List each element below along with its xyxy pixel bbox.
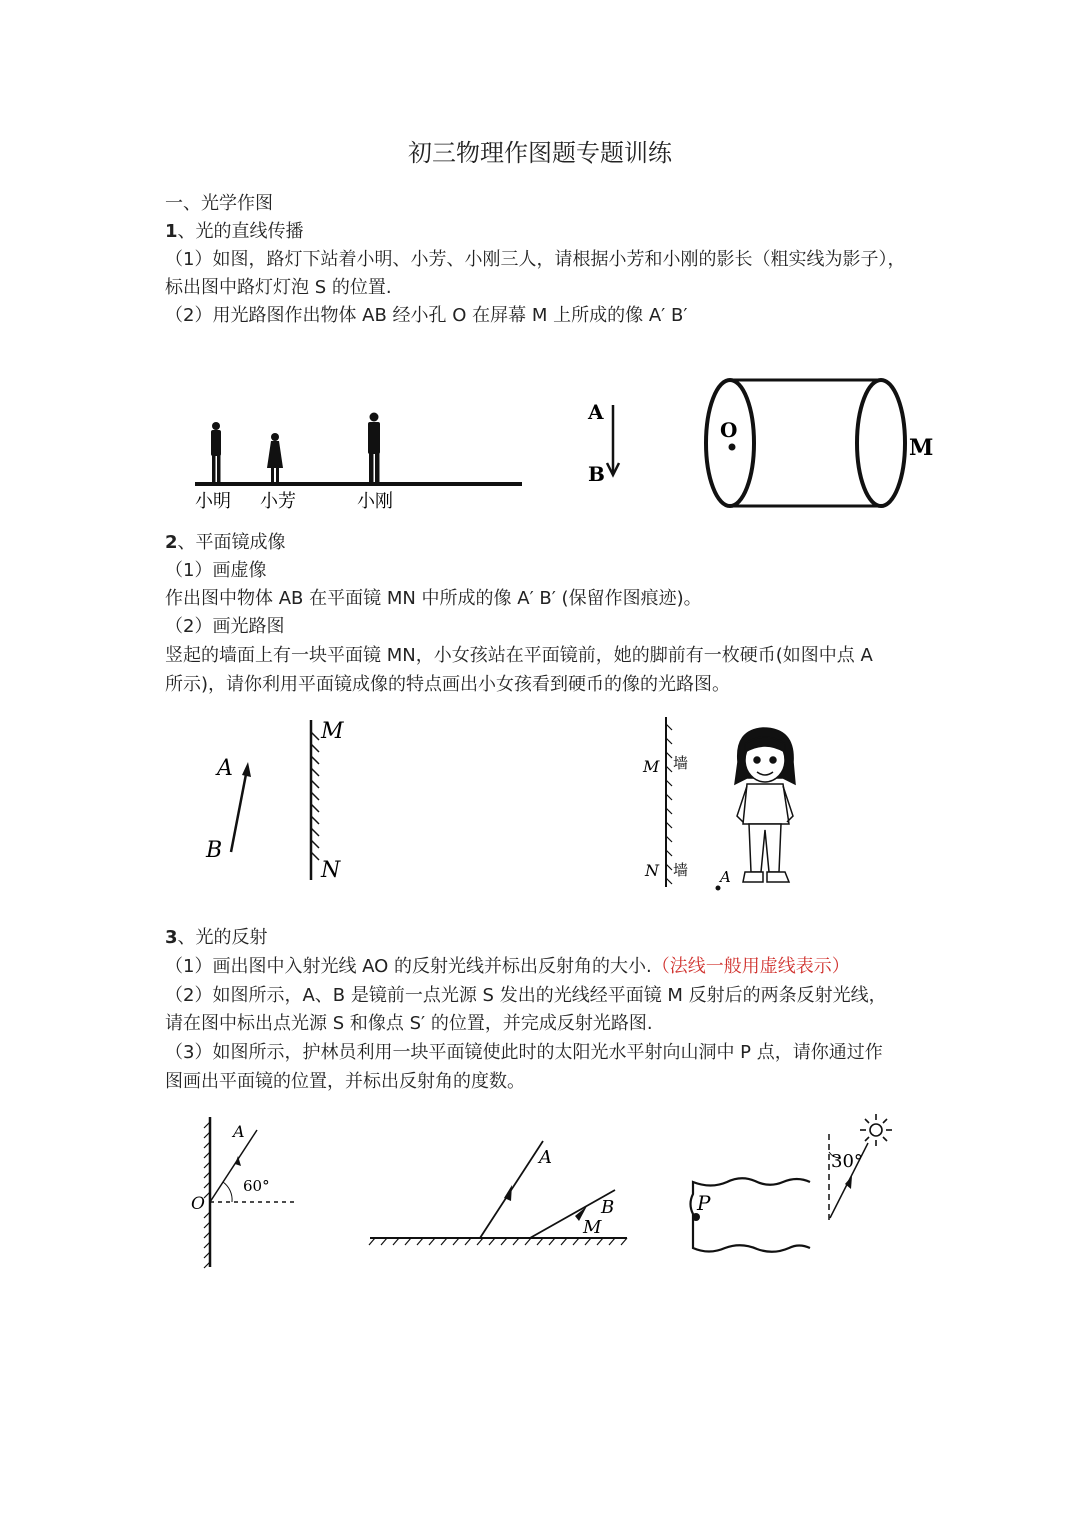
label-xiaoming: 小明 [195,491,231,512]
label-p: P [697,1191,711,1215]
label-wall-bottom: 墙 [673,861,689,879]
label-a: A [539,1147,552,1168]
label-angle: 60° [243,1177,270,1195]
label-a: A [588,400,604,424]
label-b: B [601,1197,615,1218]
label-wall-top: 墙 [673,754,689,772]
label-n: N [645,861,659,880]
label-b: B [206,838,223,863]
q2-sub2: （2）画光路图 [165,616,285,637]
cave-outline [691,1178,811,1252]
figure-pinhole-camera [580,375,950,515]
figure-girl-mirror [635,712,815,897]
mirror-hatching [369,1238,627,1245]
label-xiaogang: 小刚 [357,491,393,512]
person-xiaofang-silhouette [267,433,283,484]
label-o: O [720,418,738,442]
q2-heading [165,532,286,554]
q3-heading [165,927,268,949]
q1-item2: （2）用光路图作出物体 AB 经小孔 O 在屏幕 M 上所成的像 A′ B′ [165,305,688,326]
figure-reflection-60 [185,1112,305,1272]
figure-street-people [180,400,530,520]
q1-item1-line1: （1）如图，路灯下站着小明、小芳、小刚三人，请根据小芳和小刚的影长（粗实线为影子）， [165,249,906,270]
q1-number: 1 [165,221,178,242]
object-ab-line [231,769,247,852]
q3-item1-text: （1）画出图中入射光线 AO 的反射光线并标出反射角的大小. [165,956,652,977]
q1-heading [165,221,304,243]
q3-item2-line1: （2）如图所示，A、B 是镜前一点光源 S 发出的光线经平面镜 M 反射后的两条反射光线， [165,985,887,1006]
q1-heading-text: 、光的直线传播 [177,221,304,242]
figure-two-rays [365,1135,635,1250]
coin-point-a [716,886,721,891]
q3-item3-line1: （3）如图所示，护林员利用一块平面镜使此时的太阳光水平射向山洞中 P 点，请你通过作 [165,1042,883,1063]
label-angle: 30° [831,1151,863,1172]
label-xiaofang: 小芳 [260,491,296,512]
q2-sub1-text: 作出图中物体 AB 在平面镜 MN 中所成的像 A′ B′ (保留作图痕迹)。 [165,588,702,609]
q3-item2-line2: 请在图中标出点光源 S 和像点 S′ 的位置，并完成反射光路图. [165,1013,653,1034]
q2-number: 2 [165,532,178,553]
q3-item3-line2: 图画出平面镜的位置，并标出反射角的度数。 [165,1071,525,1092]
figure-plane-mirror-ab [200,712,360,887]
label-n: N [321,858,341,883]
person-xiaoming-silhouette [211,422,221,483]
q2-sub2-line1: 竖起的墙面上有一块平面镜 MN，小女孩站在平面镜前，她的脚前有一枚硬币(如图中点 A [165,645,873,666]
q3-item1-note: （法线一般用虚线表示） [651,956,850,977]
label-b: B [588,462,605,486]
label-o: O [191,1194,205,1214]
section-heading: 一、光学作图 [165,193,273,214]
q3-item1 [165,956,850,978]
back-ellipse-screen [857,380,905,506]
label-a: A [720,868,731,886]
q3-heading-text: 、光的反射 [177,927,268,948]
girl-icon [735,728,795,882]
sun-icon [860,1114,892,1146]
page-title: 初三物理作图题专题训练 [408,139,672,167]
label-m: M [583,1217,602,1238]
arrow-head [242,762,251,777]
pinhole-dot [729,444,736,451]
figure-cave-sun [685,1110,900,1260]
label-a: A [217,756,233,781]
q1-item1-line2: 标出图中路灯灯泡 S 的位置. [165,277,392,298]
q2-sub2-line2: 所示)，请你利用平面镜成像的特点画出小女孩看到硬币的像的光路图。 [165,674,731,695]
label-m: M [909,435,934,461]
angle-arc [223,1182,232,1202]
label-a: A [233,1122,245,1141]
label-m: M [643,757,660,776]
q2-heading-text: 、平面镜成像 [177,532,286,553]
label-m: M [321,719,344,744]
q2-sub1: （1）画虚像 [165,560,267,581]
front-ellipse [706,380,754,506]
person-xiaogang-silhouette [368,413,380,485]
q3-number: 3 [165,927,178,948]
